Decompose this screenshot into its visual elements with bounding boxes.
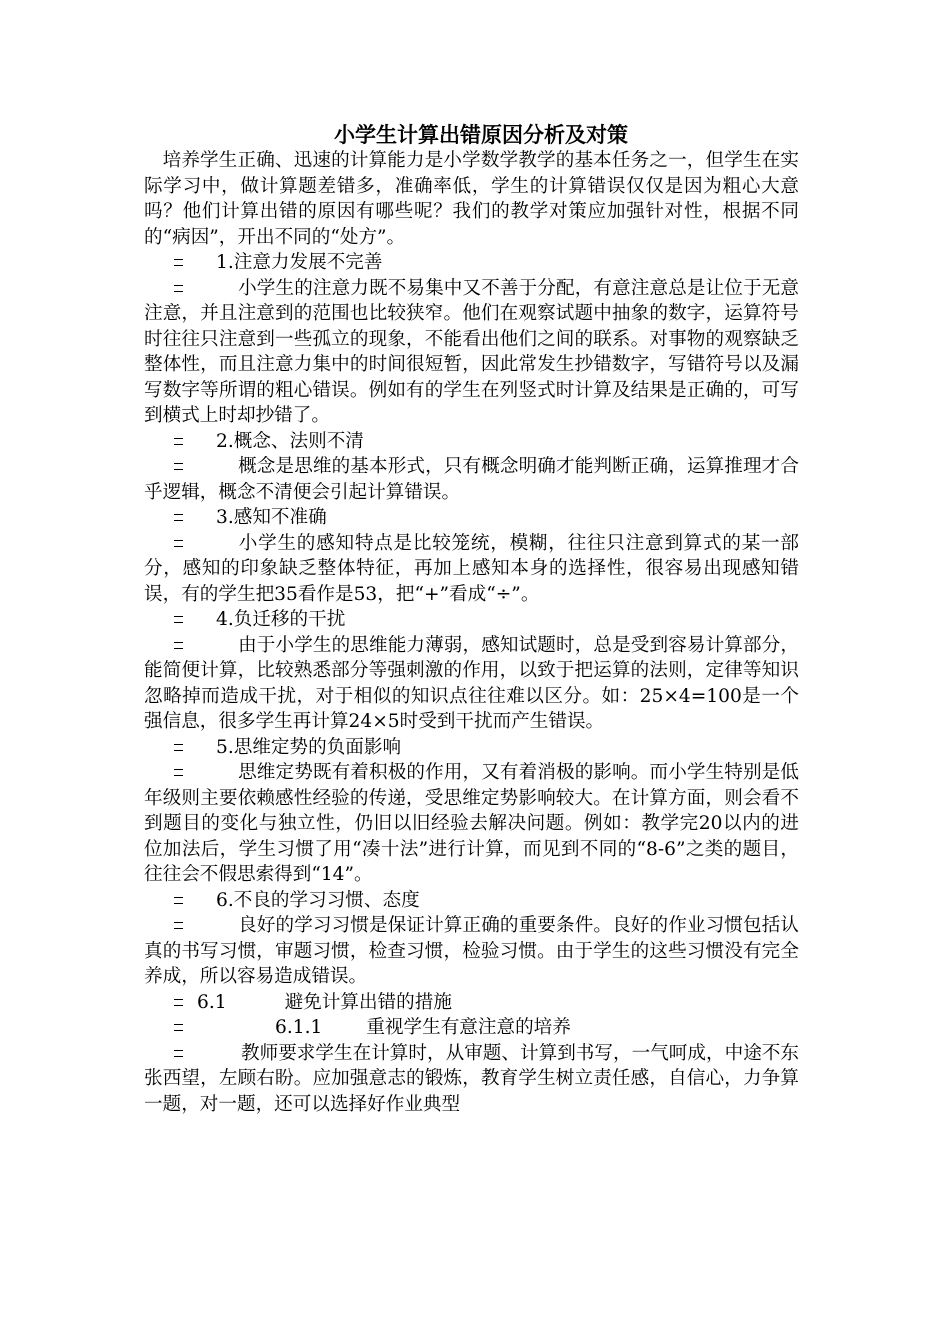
- paragraph-mark-icon: [174, 514, 183, 521]
- section-paragraph-text: 概念是思维的基本形式，只有概念明确才能判断正确，运算推理才合乎逻辑，概念不清便会引起计算错误。: [144, 456, 799, 503]
- paragraph-mark-icon: [174, 897, 183, 904]
- section-heading: [144, 429, 799, 455]
- section-paragraph: [144, 531, 799, 608]
- paragraph-mark-icon: [174, 922, 183, 929]
- document-body: [144, 122, 799, 1117]
- section-paragraph-text: 良好的学习习惯是保证计算正确的重要条件。良好的作业习惯包括认真的书写习惯，审题习惯，检查习惯，检验习惯。由于学生的这些习惯没有完全养成，所以容易造成错误。: [144, 915, 799, 987]
- intro-paragraph: 培养学生正确、迅速的计算能力是小学数学教学的基本任务之一，但学生在实际学习中，做计算题差错多，准确率低，学生的计算错误仅仅是因为粗心大意吗？他们计算出错的原因有哪些呢？我们的教学对策应加强针对性，根据不同的“病因”，开出不同的“处方”。: [144, 150, 799, 248]
- paragraph-mark-icon: [174, 999, 183, 1006]
- section-paragraph-text: 小学生的感知特点是比较笼统，模糊，往往只注意到算式的某一部分，感知的印象缺乏整体特征，再加上感知本身的选择性，很容易出现感知错误，有的学生把35看作是53，把“+”看成“÷”。: [144, 532, 799, 605]
- section-paragraph: [144, 760, 799, 888]
- section-heading: [144, 888, 799, 914]
- paragraph-mark-icon: [174, 463, 183, 470]
- paragraph-mark-icon: [174, 285, 183, 292]
- sub-measure-heading: [144, 1015, 799, 1041]
- section-paragraph: [144, 913, 799, 990]
- section-paragraph: [144, 276, 799, 429]
- section-heading: [144, 607, 799, 633]
- section-paragraph: [144, 633, 799, 735]
- paragraph-mark-icon: [174, 1050, 183, 1057]
- section-heading-text: 1.注意力发展不完善: [216, 252, 383, 273]
- paragraph-mark-icon: [174, 259, 183, 266]
- section-heading: [144, 505, 799, 531]
- sub-measure-paragraph: [144, 1041, 799, 1118]
- section-heading-text: 4.负迁移的干扰: [216, 609, 346, 630]
- section-heading-text: 5.思维定势的负面影响: [216, 736, 402, 758]
- sub-measure-number: 6.1.1: [275, 1017, 323, 1038]
- section-heading-text: 2.概念、法则不清: [216, 430, 364, 452]
- paragraph-mark-icon: [174, 642, 183, 649]
- section-heading-text: 3.感知不准确: [216, 507, 327, 528]
- section-paragraph-text: 小学生的注意力既不易集中又不善于分配，有意注意总是让位于无意注意，并且注意到的范围也比较狭窄。他们在观察试题中抽象的数字，运算符号时往往只注意到一些孤立的现象，不能看出他们之间的联系。对事物的观察缺乏整体性，而且注意力集中的时间很短暂，因此常发生抄错数字，写错符号以及漏写数字等所谓的粗心错误。例如有的学生在列竖式时计算及结果是正确的，可写到横式上时却抄错了。: [144, 277, 799, 426]
- section-heading: [144, 250, 799, 276]
- paragraph-mark-icon: [174, 1024, 183, 1031]
- paragraph-mark-icon: [174, 769, 183, 776]
- paragraph-mark-icon: [174, 438, 183, 445]
- measures-heading: [144, 990, 799, 1016]
- sub-measure-heading-text: 重视学生有意注意的培养: [366, 1017, 571, 1038]
- measures-number: 6.1: [197, 991, 227, 1013]
- measures-heading-text: 避免计算出错的措施: [284, 991, 452, 1013]
- paragraph-mark-icon: [174, 540, 183, 547]
- document-title: 小学生计算出错原因分析及对策: [334, 123, 628, 147]
- paragraph-mark-icon: [174, 616, 183, 623]
- section-heading: [144, 735, 799, 761]
- section-heading-text: 6.不良的学习习惯、态度: [216, 889, 420, 911]
- sub-measure-paragraph-text: 教师要求学生在计算时，从审题、计算到书写，一气呵成，中途不东张西望，左顾右盼。应加强意志的锻炼，教育学生树立责任感，自信心，力争算一题，对一题，还可以选择好作业典型: [144, 1042, 799, 1115]
- section-paragraph-text: 思维定势既有着积极的作用，又有着消极的影响。而小学生特别是低年级则主要依赖感性经验的传递，受思维定势影响较大。在计算方面，则会看不到题目的变化与独立性，仍旧以旧经验去解决问题。例如：教学完20以内的进位加法后，学生习惯了用“凑十法”进行计算，而见到不同的“8-6”之类的题目，往往会不假思索得到“14”。: [144, 762, 799, 885]
- paragraph-mark-icon: [174, 744, 183, 751]
- section-paragraph: [144, 454, 799, 505]
- section-paragraph-text: 由于小学生的思维能力薄弱，感知试题时，总是受到容易计算部分，能简便计算，比较熟悉部分等强刺激的作用，以致于把运算的法则，定律等知识忽略掉而造成干扰，对于相似的知识点往往难以区分。如：25×4=100是一个强信息，很多学生再计算24×5时受到干扰而产生错误。: [144, 634, 799, 732]
